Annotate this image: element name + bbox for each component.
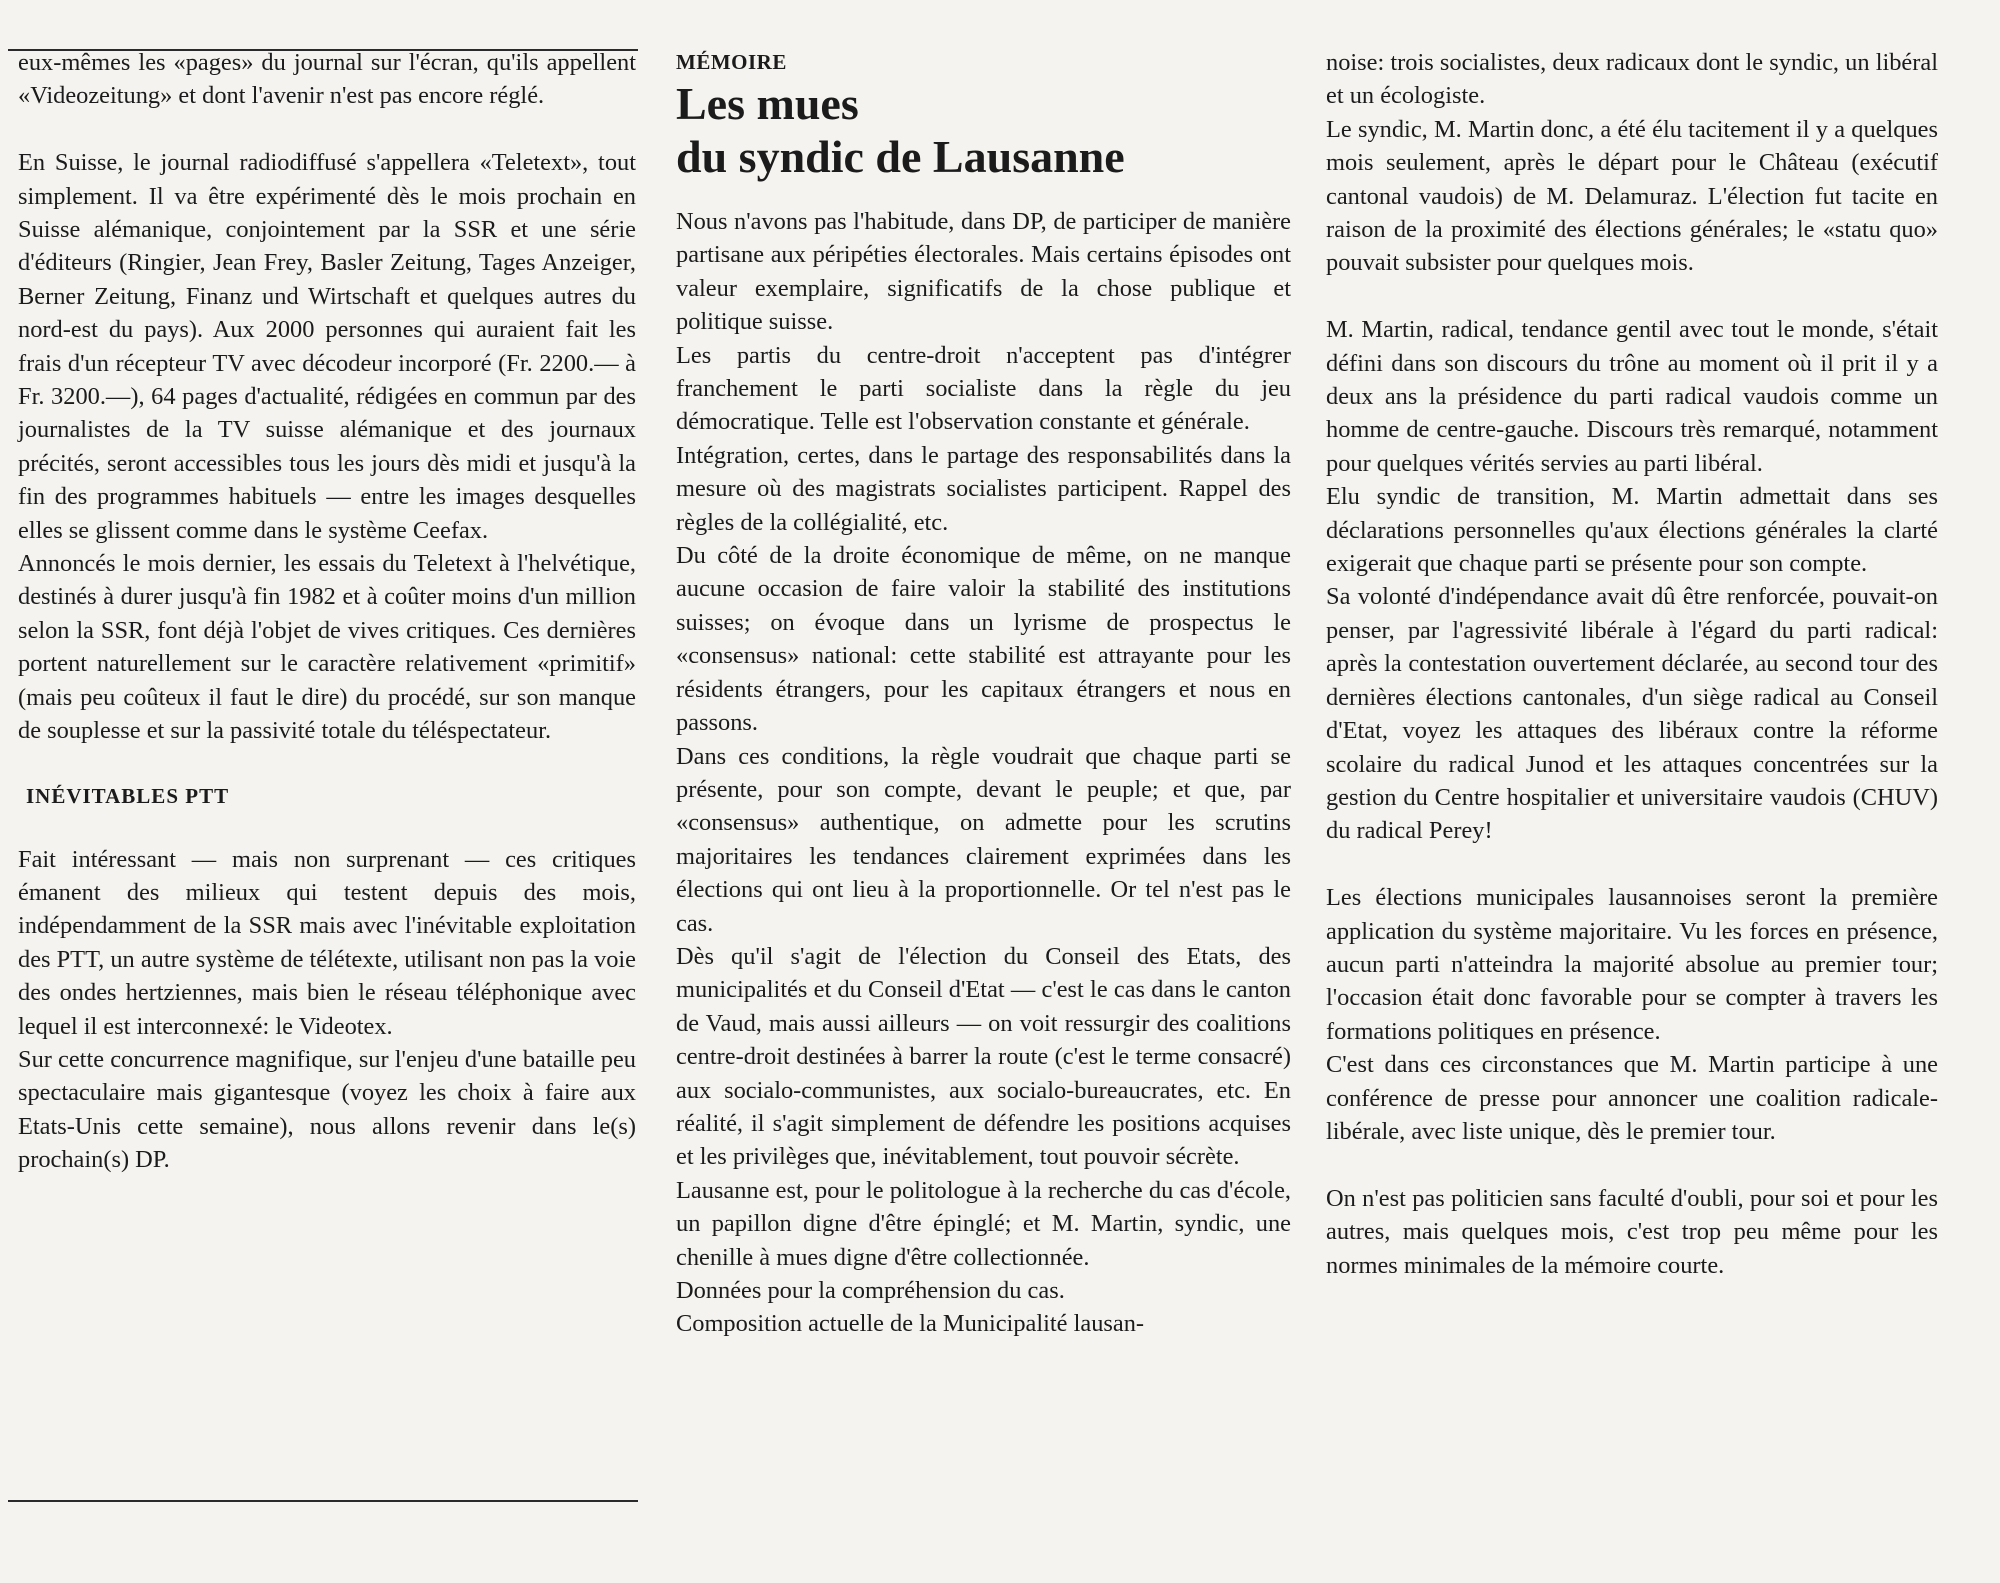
subheading: INÉVITABLES PTT: [26, 783, 230, 808]
paragraph: Dans ces conditions, la règle voudrait que chaque parti se présente, pour son compte, devant le peuple; et que, par «consensus» authentique, on admette pour les scrutins majoritaires les tendances clairement exprimées dans les élections qui ont lieu à la proportionnelle. Or tel n'est pas le cas.: [676, 742, 1291, 937]
headline-line-1: Les mues: [676, 78, 859, 129]
paragraph: En Suisse, le journal radiodiffusé s'appellera «Teletext», tout simplement. Il va être expérimenté dès le mois prochain en Suisse alémanique, conjointement par la SSR et une série d'éditeurs (Ringier, Jean Frey, Basler Zeitung, Tages Anzeiger, Berner Zeitung, Finanz und Wirtschaft et quelques autres du nord-est du pays). Aux 2000 personnes qui auraient fait les frais d'un récepteur TV avec décodeur incorporé (Fr. 2200.— à Fr. 3200.—), 64 pages d'actualité, rédigées en commun par des journalistes de la TV suisse alémanique et des journaux précités, seront accessibles tous les jours dès midi et jusqu'à la fin des programmes habituels — entre les images desquelles elles se glissent comme dans le système Ceefax.: [18, 149, 636, 544]
paragraph: Elu syndic de transition, M. Martin admettait dans ses déclarations personnelles qu'aux élections générales la clarté exigerait que chaque parti se présente pour son compte.: [1326, 483, 1938, 578]
paragraph: C'est dans ces circonstances que M. Martin participe à une conférence de presse pour annoncer une coalition radicale-libérale, avec liste unique, dès le premier tour.: [1326, 1051, 1938, 1145]
paragraph: On n'est pas politicien sans faculté d'oubli, pour soi et pour les autres, mais quelques mois, c'est trop peu même pour les normes minimales de la mémoire courte.: [1326, 1184, 1938, 1279]
paragraph: Fait intéressant — mais non surprenant — ces critiques émanent des milieux qui testent depuis des mois, indépendamment de la SSR mais avec l'inévitable exploitation des PTT, un autre système de télétexte, utilisant non pas la voie des ondes hertziennes, mais bien le réseau téléphonique avec lequel il est interconnexé: le Videotex.: [18, 845, 636, 1040]
paragraph: noise: trois socialistes, deux radicaux dont le syndic, un libéral et un écologiste.: [1326, 49, 1938, 110]
headline-line-2: du syndic de Lausanne: [676, 131, 1125, 182]
column-1: [18, 46, 636, 1177]
paragraph: Composition actuelle de la Municipalité lausan-: [676, 1310, 1145, 1338]
paragraph: eux-mêmes les «pages» du journal sur l'écran, qu'ils appellent «Videozeitung» et dont l'avenir n'est pas encore réglé.: [18, 49, 636, 110]
paragraph: Lausanne est, pour le politologue à la recherche du cas d'école, un papillon digne d'être épinglé; et M. Martin, syndic, une chenille à mues digne d'être collectionnée.: [676, 1176, 1291, 1271]
paragraph: M. Martin, radical, tendance gentil avec tout le monde, s'était défini dans son discours du trône au moment où il prit il y a deux ans la présidence du parti radical vaudois comme un homme de centre-gauche. Discours très remarqué, notamment pour quelques vérités servies au parti libéral.: [1326, 316, 1938, 477]
bottom-rule: [8, 1500, 638, 1502]
paragraph: Les élections municipales lausannoises seront la première application du système majoritaire. Vu les forces en présence, aucun parti n'atteindra la majorité absolue au premier tour; l'occasion était donc favorable pour se compter à travers les formations politiques en présence.: [1326, 884, 1938, 1045]
column-3: [1326, 46, 1938, 1282]
paragraph: Sa volonté d'indépendance avait dû être renforcée, pouvait-on penser, par l'agressivité libérale à l'égard du parti radical: après la contestation ouvertement déclarée, au second tour des dernières élections cantonales, d'un siège radical au Conseil d'Etat, voyez les attaques des libéraux contre la réforme scolaire du radical Junod et les attaques concentrées sur la gestion du Centre hospitalier et universitaire vaudois (CHUV) du radical Perey!: [1326, 583, 1938, 845]
paragraph: Données pour la compréhension du cas.: [676, 1277, 1065, 1304]
column-2: [676, 50, 1291, 1341]
section-kicker: MÉMOIRE: [676, 50, 787, 74]
paragraph: Dès qu'il s'agit de l'élection du Conseil des Etats, des municipalités et du Conseil d'Etat — c'est le cas dans le canton de Vaud, mais aussi ailleurs — on voit ressurgir des coalitions centre-droit destinées à barrer la route (c'est le terme consacré) aux socialo-communistes, aux socialo-bureaucrates, etc. En réalité, il s'agit simplement de défendre les positions acquises et les privilèges que, inévitablement, tout pouvoir sécrète.: [676, 942, 1291, 1171]
paragraph: Les partis du centre-droit n'acceptent pas d'intégrer franchement le parti socialiste dans la règle du jeu démocratique. Telle est l'observation constante et générale.: [676, 341, 1291, 436]
paragraph: Annoncés le mois dernier, les essais du Teletext à l'helvétique, destinés à durer jusqu'à fin 1982 et à coûter moins d'un million selon la SSR, font déjà l'objet de vives critiques. Ces dernières portent naturellement sur le caractère relativement «primitif» (mais peu coûteux il faut le dire) du procédé, sur son manque de souplesse et sur la passivité totale du téléspectateur.: [18, 550, 636, 745]
paragraph: Du côté de la droite économique de même, on ne manque aucune occasion de faire valoir la stabilité des institutions suisses; on évoque dans un lyrisme de prospectus le «consensus» national: cette stabilité est attrayante pour les résidents étrangers, pour les capitaux étrangers et nous en passons.: [676, 542, 1291, 737]
paragraph: Nous n'avons pas l'habitude, dans DP, de participer de manière partisane aux péripéties électorales. Mais certains épisodes ont valeur exemplaire, significatifs de la chose publique et politique suisse.: [676, 208, 1291, 336]
paragraph: Sur cette concurrence magnifique, sur l'enjeu d'une bataille peu spectaculaire mais gigantesque (voyez les choix à faire aux Etats-Unis cette semaine), nous allons revenir dans le(s) prochain(s) DP.: [18, 1045, 636, 1174]
article-headline: [676, 77, 1291, 183]
paragraph: Intégration, certes, dans le partage des responsabilités dans la mesure où des magistrats socialistes participent. Rappel des règles de la collégialité, etc.: [676, 441, 1291, 536]
paragraph: Le syndic, M. Martin donc, a été élu tacitement il y a quelques mois seulement, après le départ pour le Château (exécutif cantonal vaudois) de M. Delamuraz. L'élection fut tacite en raison de la proximité des élections générales; le «statu quo» pouvait subsister pour quelques mois.: [1326, 115, 1938, 277]
